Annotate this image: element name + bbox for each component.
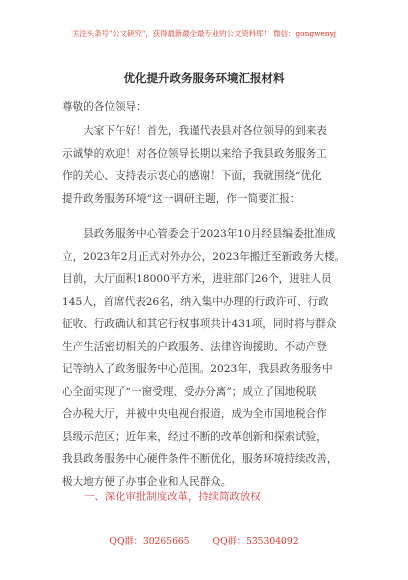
paragraph-line: 大家下午好！首先，我谨代表县对各位领导的到来表 <box>62 125 327 137</box>
paragraph-center-overview <box>62 223 354 493</box>
footer-qq-group-2: QQ群：535304092 <box>212 536 299 547</box>
paragraph-line: 生产生活密切相关的户政服务、法律咨询援助、不动产登 <box>62 340 327 353</box>
greeting-line: 尊敬的各位领导： <box>62 101 147 113</box>
paragraph-line: 征收、行政确认和其它行权事项共计431项，同时将与群众 <box>62 318 337 330</box>
footer-contact <box>0 533 408 547</box>
paragraph-line: 立，2023年2月正式对外办公，2023年搬迁至新政务大楼。 <box>62 250 346 263</box>
paragraph-line: 极大地方便了办事企业和人民群众。 <box>62 475 232 488</box>
paragraph-line: 提升政务服务环境”这一调研主题，作一简要汇报： <box>62 192 301 205</box>
paragraph-line: 记等纳入了政务服务中心范围。2023年，我县政务服务中 <box>62 363 333 375</box>
paragraph-line: 心全面实现了“一窗受理、受办分离”；成立了国地税联 <box>62 385 317 398</box>
section-heading-1: 一、深化审批制度改革，持续简政放权 <box>84 491 261 503</box>
paragraph-line: 示诚挚的欢迎！对各位领导长期以来给予我县政务服务工 <box>62 147 327 160</box>
paragraph-opening <box>62 120 354 210</box>
paragraph-line: 作的关心、支持表示衷心的感谢！下面，我就围绕“优化 <box>62 170 322 182</box>
header-promo-note: 关注头条号"公文研究"，获得最新最全最专业的公文资料库！ 微信：gongwenyj <box>71 29 337 38</box>
paragraph-line: 合办税大厅，并被中央电视台报道，成为全市国地税合作 <box>62 408 327 420</box>
document-title: 优化提升政务服务环境汇报材料 <box>123 71 285 85</box>
paragraph-line: 我县政务服务中心硬件条件不断优化，服务环境持续改善， <box>62 453 338 465</box>
paragraph-line: 目前，大厅面积18000平方米，进驻部门26个，进驻人员 <box>62 273 332 285</box>
paragraph-line: 县级示范区；近年来，经过不断的改革创新和探索试验， <box>62 430 327 443</box>
paragraph-line: 县政务服务中心管委会于2023年10月经县编委批准成 <box>62 228 336 240</box>
paragraph-line: 145人，首席代表26名，纳入集中办理的行政许可、行政 <box>62 295 329 308</box>
footer-qq-group-1: QQ群：30265665 <box>109 536 190 547</box>
